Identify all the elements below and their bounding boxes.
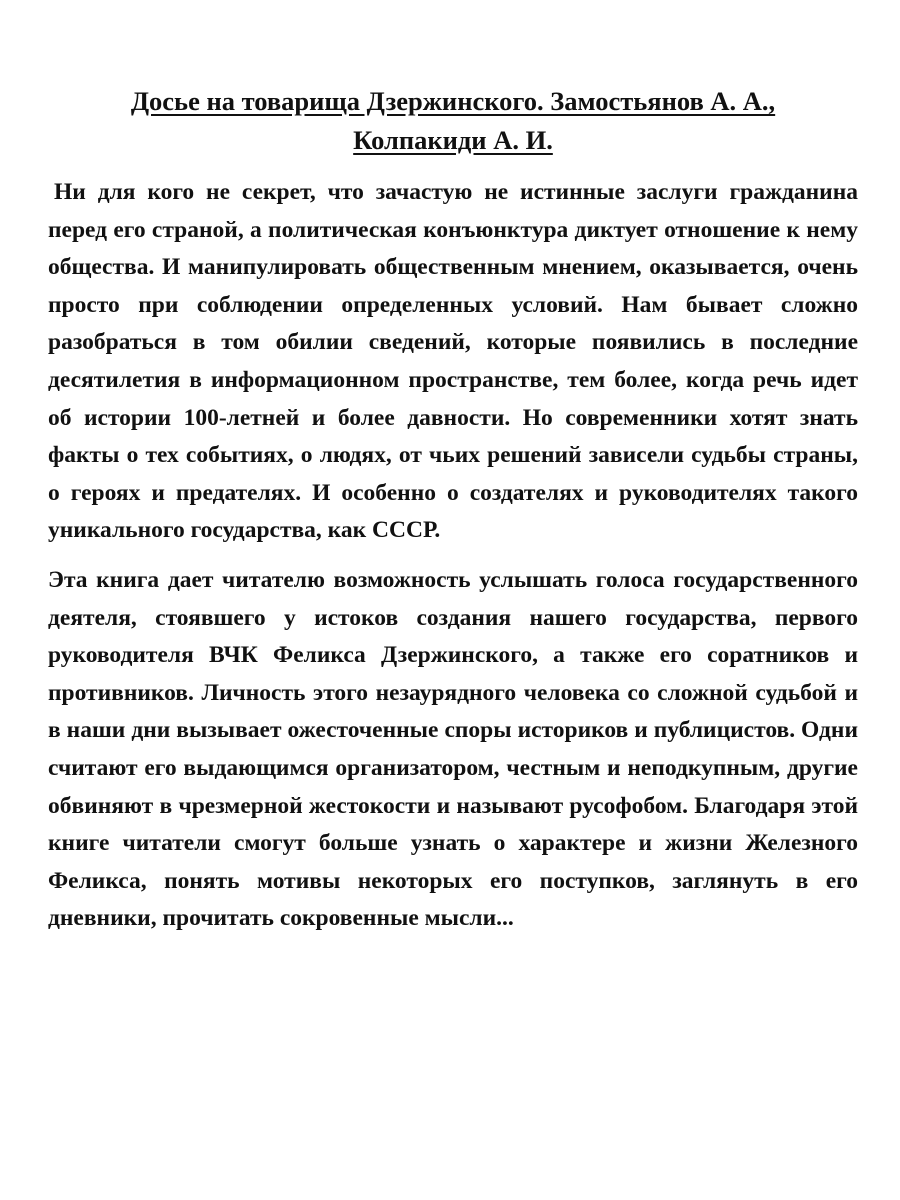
title-line-2: Колпакиди А. И. [353, 125, 553, 155]
document-page [48, 82, 858, 938]
paragraph-2: Эта книга дает читателю возможность услышать голоса государственного деятеля, стоявшего у истоков создания нашего государства, первого руководителя ВЧК Феликса Дзержинского, а также его соратников и противников. Личность этого незаурядного человека со сложной судьбой и в наши дни вызывает ожесточенные споры историков и публицистов. Одни считают его выдающимся организатором, честным и неподкупным, другие обвиняют в чрезмерной жестокости и называют русофобом. Благодаря этой книге читатели смогут больше узнать о характере и жизни Железного Феликса, понять мотивы некоторых его поступков, заглянуть в его дневники, прочитать сокровенные мысли... [48, 566, 858, 932]
document-title [48, 82, 858, 160]
paragraph-1: Ни для кого не секрет, что зачастую не истинные заслуги гражданина перед его страной, а политическая конъюнктура диктует отношение к нему общества. И манипулировать общественным мнением, оказывается, очень просто при соблюдении определенных условий. Нам бывает сложно разобраться в том обилии сведений, которые появились в последние десятилетия в информационном пространстве, тем более, когда речь идет об истории 100-летней и более давности. Но современники хотят знать факты о тех событиях, о людях, от чьих решений зависели судьбы страны, о героях и предателях. И особенно о создателях и руководителях такого уникального государства, как СССР. [48, 179, 858, 544]
title-line-1: Досье на товарища Дзержинского. Замостьянов А. А., [130, 86, 776, 116]
